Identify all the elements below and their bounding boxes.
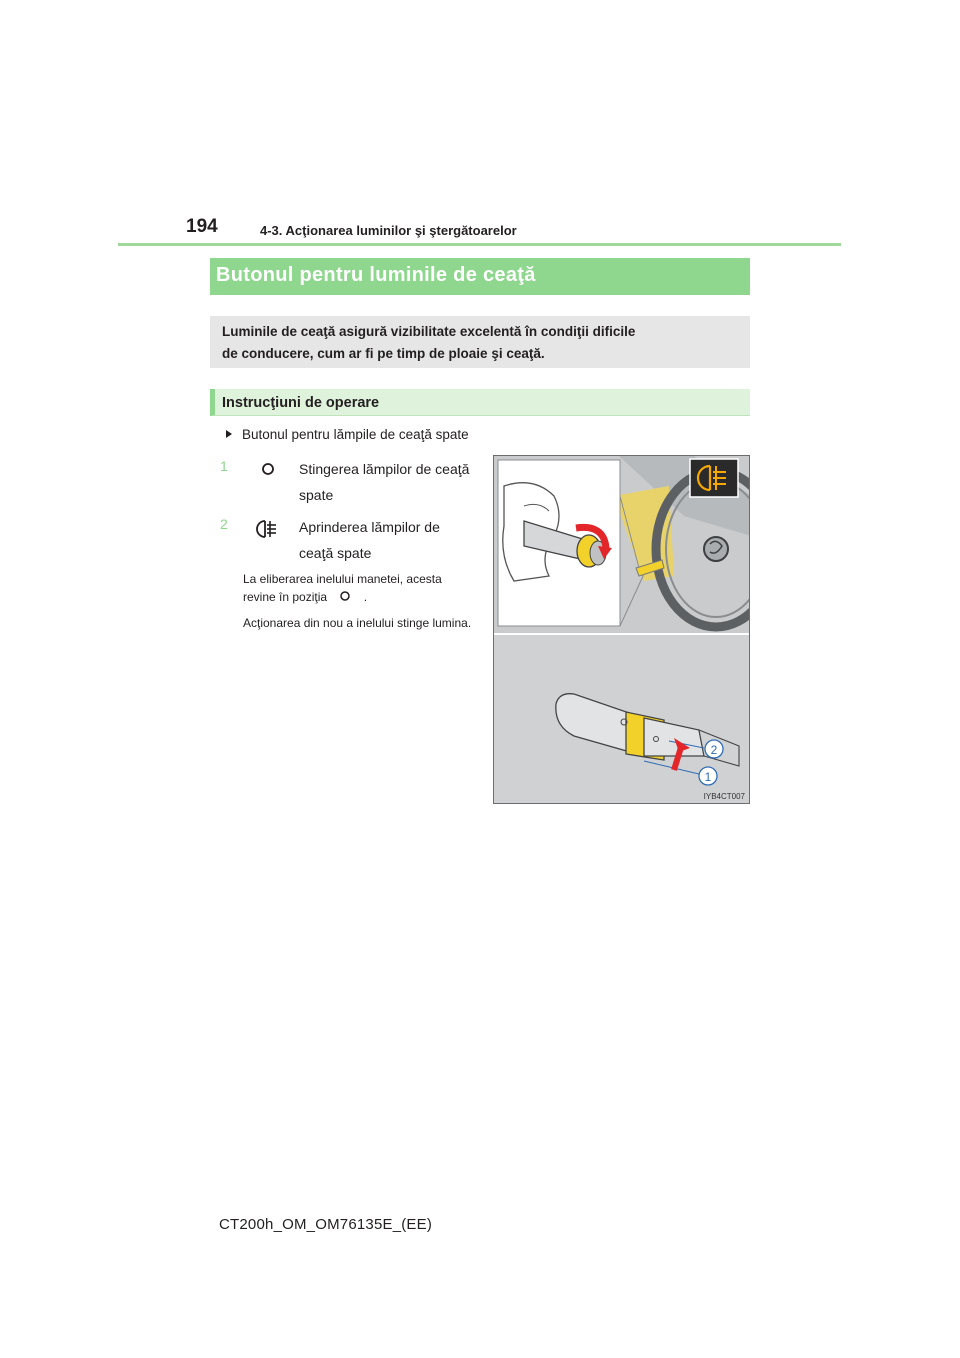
section-title: Butonul pentru luminile de ceaţă (216, 264, 536, 286)
callout-1: 1 (704, 770, 712, 784)
manual-code: CT200h_OM_OM76135E_(EE) (219, 1216, 433, 1233)
steering-logo (704, 537, 728, 561)
intro-box (210, 316, 750, 368)
bullet-text: Butonul pentru lămpile de ceaţă spate (242, 427, 469, 442)
lever-illustration (493, 455, 750, 804)
rear-fog-light-icon (256, 518, 280, 540)
release-note (243, 570, 480, 606)
step-1-line-1: Stingerea lămpilor de ceaţă (299, 461, 470, 477)
header-rule (118, 243, 841, 246)
step-2-line-2: ceaţă spate (299, 545, 372, 561)
step-number-1: 1 (220, 458, 228, 474)
step-text-2 (299, 514, 484, 566)
again-note: Acţionarea din nou a inelului stinge lumina. (243, 616, 472, 630)
release-note-line-1: La eliberarea inelului manetei, acesta (243, 572, 442, 586)
release-note-line-2: revine în poziţia . (243, 590, 368, 604)
page-number: 194 (186, 216, 218, 237)
triangle-bullet-icon (226, 430, 232, 438)
step-2-line-1: Aprinderea lămpilor de (299, 519, 440, 535)
off-position-icon (260, 461, 276, 477)
off-position-inline-icon (330, 590, 360, 602)
lever-illustration-svg (494, 456, 750, 804)
step-number-2: 2 (220, 516, 228, 532)
running-header: 4-3. Acţionarea luminilor şi ştergătoarelor (260, 223, 517, 238)
intro-line-2: de conducere, cum ar fi pe timp de ploaie şi ceaţă. (222, 346, 545, 361)
subsection-title: Instrucţiuni de operare (222, 395, 380, 411)
step-text-1 (299, 456, 484, 508)
bullet-item (226, 427, 469, 442)
step-1-line-2: spate (299, 487, 334, 503)
intro-line-1: Luminile de ceaţă asigură vizibilitate excelentă în condiţii dificile (222, 324, 636, 339)
callout-2: 2 (710, 743, 718, 757)
figure-code: IYB4CT007 (703, 792, 745, 801)
